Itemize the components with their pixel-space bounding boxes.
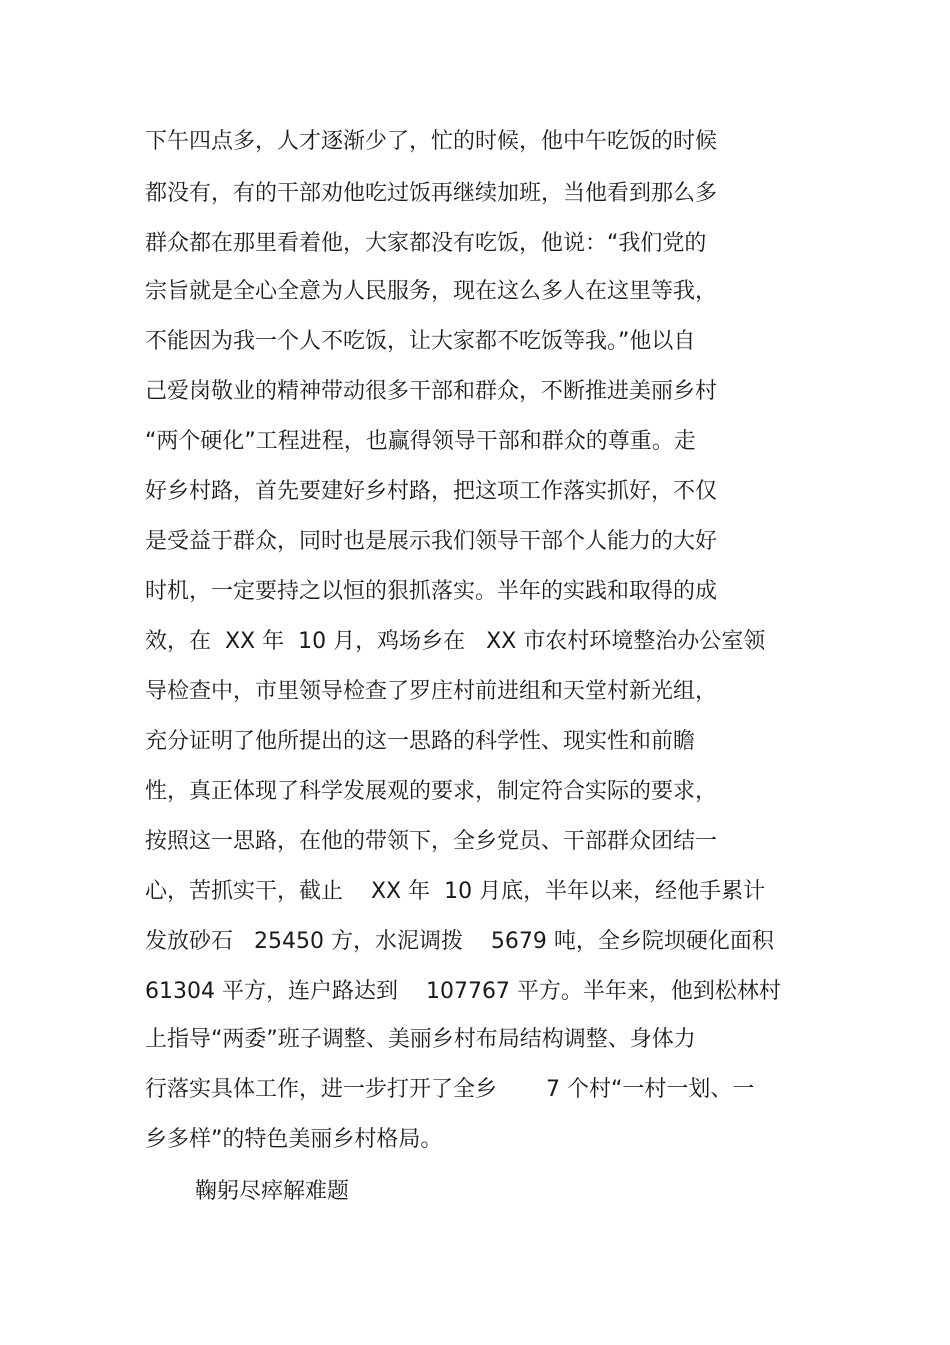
paragraph-line: 时机，一定要持之以恒的狠抓落实。半年的实践和取得的成 [145,579,718,604]
paragraph-line: 好乡村路，首先要建好乡村路，把这项工作落实抓好，不仅 [145,479,718,504]
paragraph-line: 按照这一思路，在他的带领下，全乡党员、干部群众团结一 [145,829,718,854]
paragraph-line: 心，苦抓实干，截止 XX 年 10 月底，半年以来，经他手累计 [145,879,766,904]
paragraph-line: 乡多样”的特色美丽乡村格局。 [145,1127,443,1152]
paragraph-line: 己爱岗敬业的精神带动很多干部和群众，不断推进美丽乡村 [145,379,718,404]
paragraph-line: 宗旨就是全心全意为人民服务，现在这么多人在这里等我， [145,279,718,304]
section-heading: 鞠躬尽瘁解难题 [195,1179,350,1204]
paragraph-line: 群众都在那里看着他，大家都没有吃饭，他说：“我们党的 [145,231,707,256]
paragraph-line: 效，在 XX 年 10 月，鸡场乡在 XX 市农村环境整治办公室领 [145,629,766,654]
paragraph-line: “两个硬化”工程进程，也赢得领导干部和群众的尊重。走 [145,429,696,454]
paragraph-line: 行落实具体工作，进一步打开了全乡 7 个村“一村一划、一 [145,1077,755,1102]
paragraph-line: 是受益于群众，同时也是展示我们领导干部个人能力的大好 [145,529,718,554]
paragraph-line: 发放砂石 25450 方，水泥调拨 5679 吨，全乡院坝硬化面积 [145,929,774,954]
paragraph-line: 上指导“两委”班子调整、美丽乡村布局结构调整、身体力 [145,1027,696,1052]
paragraph-line: 充分证明了他所提出的这一思路的科学性、现实性和前瞻 [145,729,696,754]
paragraph-line: 61304 平方，连户路达到 107767 平方。半年来，他到松林村 [145,979,781,1004]
paragraph-line: 都没有，有的干部劝他吃过饭再继续加班，当他看到那么多 [145,181,718,206]
paragraph-line: 导检查中，市里领导检查了罗庄村前进组和天堂村新光组， [145,679,718,704]
paragraph-line: 不能因为我一个人不吃饭，让大家都不吃饭等我。”他以自 [145,329,696,354]
paragraph-line: 性，真正体现了科学发展观的要求，制定符合实际的要求， [145,779,718,804]
paragraph-line: 下午四点多，人才逐渐少了，忙的时候，他中午吃饭的时候 [145,129,718,154]
